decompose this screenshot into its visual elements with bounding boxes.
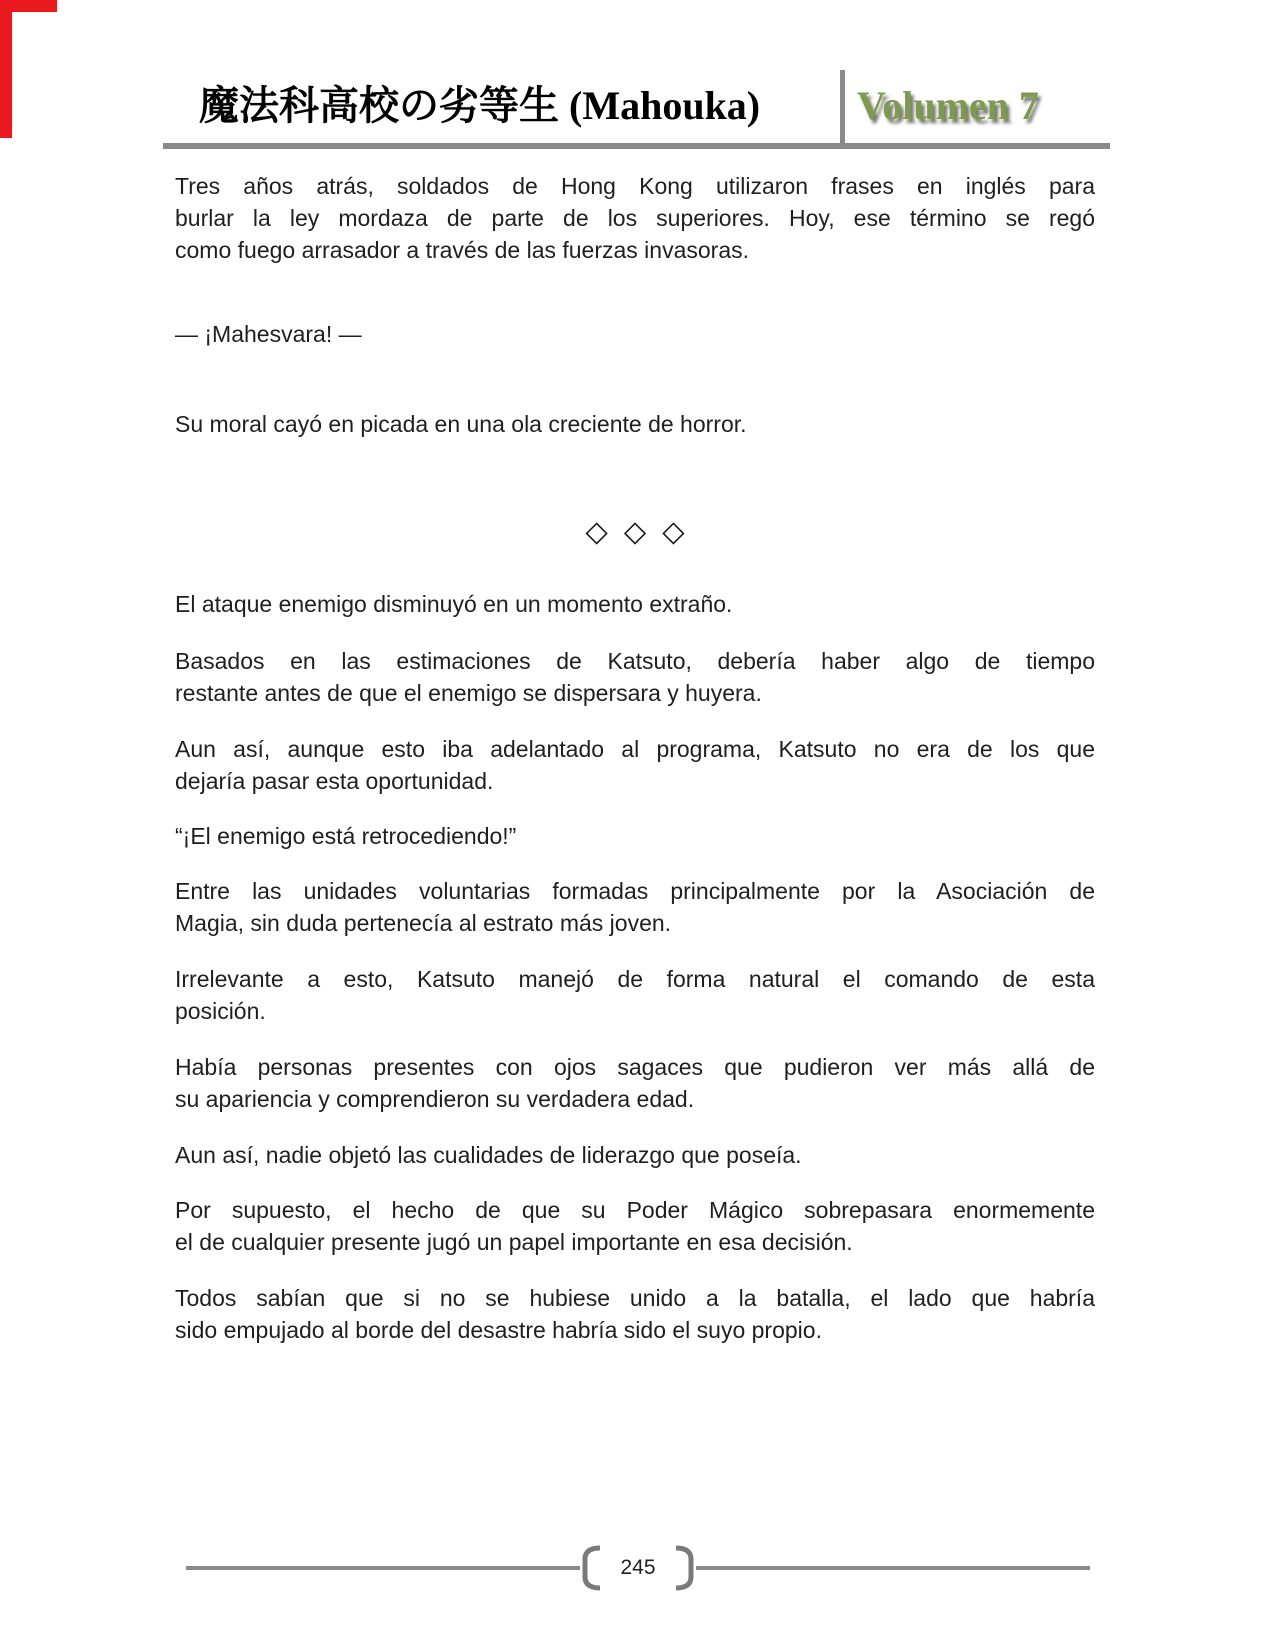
text-line: El ataque enemigo disminuyó en un momento extraño. <box>175 591 733 617</box>
text-line: Por supuesto, el hecho de que su Poder Mágico sobrepasara enormemente <box>175 1197 1095 1223</box>
footer-bracket-right-icon <box>674 1545 696 1591</box>
text-line: Había personas presentes con ojos sagaces que pudieron ver más allá de <box>175 1054 1095 1080</box>
paragraph <box>175 170 1095 266</box>
footer-rule-left <box>186 1566 580 1570</box>
paragraph <box>175 1194 1095 1258</box>
text-line: burlar la ley mordaza de parte de los superiores. Hoy, ese término se regó <box>175 205 1095 231</box>
paragraph <box>175 645 1095 709</box>
text-line: Su moral cayó en picada en una ola creciente de horror. <box>175 411 747 437</box>
text-line: su apariencia y comprendieron su verdadera edad. <box>175 1086 695 1112</box>
paragraph <box>175 963 1095 1027</box>
red-edge-mark-horizontal <box>0 0 57 12</box>
paragraph-dialogue <box>175 820 1095 852</box>
volume-title: Volumen 7 <box>857 83 1039 128</box>
paragraph <box>175 875 1095 939</box>
page-footer <box>186 1545 1090 1591</box>
footer-bracket-left-icon <box>580 1545 602 1591</box>
series-title: 魔法科高校の劣等生 (Mahouka) <box>199 83 761 128</box>
paragraph <box>175 588 1095 620</box>
page-body <box>175 170 1095 1346</box>
paragraph <box>175 1139 1095 1171</box>
text-line: Aun así, nadie objetó las cualidades de liderazgo que poseía. <box>175 1142 802 1168</box>
text-line: Magia, sin duda pertenecía al estrato más joven. <box>175 910 672 936</box>
text-line: restante antes de que el enemigo se dispersara y huyera. <box>175 680 762 706</box>
text-line: Irrelevante a esto, Katsuto manejó de forma natural el comando de esta <box>175 966 1095 992</box>
text-line: Aun así, aunque esto iba adelantado al programa, Katsuto no era de los que <box>175 736 1095 762</box>
paragraph <box>175 408 1095 440</box>
text-line: el de cualquier presente jugó un papel importante en esa decisión. <box>175 1229 853 1255</box>
red-edge-mark-vertical <box>0 0 12 138</box>
text-line: “¡El enemigo está retrocediendo!” <box>175 823 517 849</box>
section-divider-diamonds: ◇ ◇ ◇ <box>585 516 685 548</box>
text-line: Entre las unidades voluntarias formadas principalmente por la Asociación de <box>175 878 1095 904</box>
text-line: dejaría pasar esta oportunidad. <box>175 768 494 794</box>
text-line: posición. <box>175 998 266 1024</box>
text-line: Tres años atrás, soldados de Hong Kong utilizaron frases en inglés para <box>175 173 1095 199</box>
paragraph <box>175 1282 1095 1346</box>
text-line: sido empujado al borde del desastre habría sido el suyo propio. <box>175 1317 822 1343</box>
paragraph <box>175 1051 1095 1115</box>
text-line: Todos sabían que si no se hubiese unido a la batalla, el lado que habría <box>175 1285 1095 1311</box>
paragraph-dialogue <box>175 318 1095 350</box>
page-number: 245 <box>620 1556 656 1579</box>
header-rule <box>163 143 1110 149</box>
paragraph <box>175 733 1095 797</box>
text-line: Basados en las estimaciones de Katsuto, debería haber algo de tiempo <box>175 648 1095 674</box>
text-line: — ¡Mahesvara! — <box>175 321 362 347</box>
footer-rule-right <box>696 1566 1090 1570</box>
header-divider-bar <box>840 70 845 143</box>
text-line: como fuego arrasador a través de las fuerzas invasoras. <box>175 237 750 263</box>
